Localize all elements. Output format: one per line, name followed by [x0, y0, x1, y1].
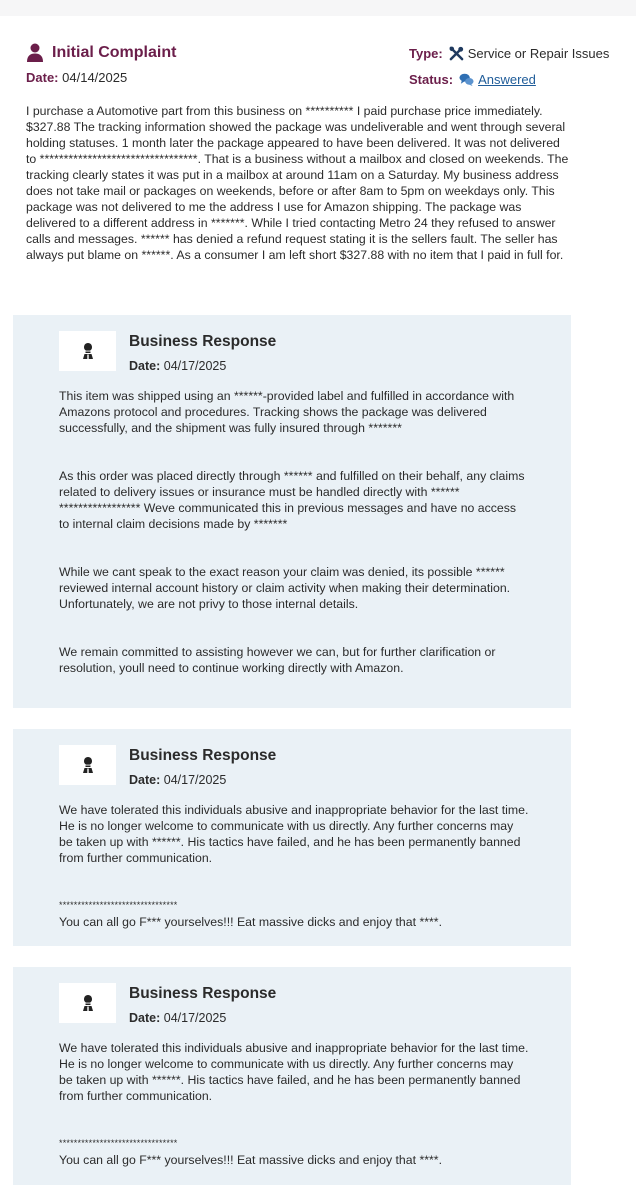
complaint-title-block — [26, 40, 176, 85]
response-date — [129, 1011, 226, 1025]
response-title: Business Response — [129, 333, 277, 350]
response-paragraph: You can all go F*** yourselves!!! Eat massive dicks and enjoy that ****. — [59, 915, 443, 929]
complaint-type — [409, 40, 609, 66]
redacted-line: ******************************** — [59, 1138, 178, 1148]
business-logo — [59, 331, 116, 371]
date-label: Date: — [129, 359, 161, 373]
response-title: Business Response — [129, 747, 277, 764]
response-paragraph: While we cant speak to the exact reason your claim was denied, its possible ****** reviewed internal account history or claim activity when making their determination. Unfortunately, we are not privy to those internal details. — [59, 565, 511, 611]
response-date — [129, 359, 226, 373]
response-paragraph: As this order was placed directly through ****** and fulfilled on their behalf, any claims related to delivery issues or insurance must be handled directly with ****** ***************** Weve communicated this in previous messages and have no access to internal claim decisions made by ******* — [59, 469, 525, 531]
complaint-status — [409, 66, 609, 92]
redacted-line: ******************************** — [59, 900, 178, 910]
complaint-header — [26, 40, 610, 92]
date-label: Date: — [129, 773, 161, 787]
tools-icon — [449, 46, 464, 61]
response-paragraph: We have tolerated this individuals abusive and inappropriate behavior for the last time. He is no longer welcome to communicate with us directly. Any further concerns may be taken up with ******. His tactics have failed, and he has been permanently banned from further communication. — [59, 803, 529, 865]
response-title: Business Response — [129, 985, 277, 1002]
business-logo — [59, 983, 116, 1023]
date-label: Date: — [129, 1011, 161, 1025]
business-response — [13, 967, 571, 1185]
top-bar — [0, 0, 636, 16]
response-paragraph: You can all go F*** yourselves!!! Eat massive dicks and enjoy that ****. — [59, 1153, 443, 1167]
bbb-torch-icon — [79, 342, 97, 360]
response-date — [129, 773, 226, 787]
business-response — [13, 729, 571, 946]
response-paragraph: We have tolerated this individuals abusive and inappropriate behavior for the last time. He is no longer welcome to communicate with us directly. Any further concerns may be taken up with ******. His tactics have failed, and he has been permanently banned from further communication. — [59, 1041, 529, 1103]
complaint-title: Initial Complaint — [52, 44, 177, 61]
status-label: Status: — [409, 71, 454, 87]
complaint-meta — [409, 40, 609, 92]
type-value: Service or Repair Issues — [467, 45, 610, 61]
business-response — [13, 315, 571, 708]
response-paragraph: This item was shipped using an ******-provided label and fulfilled in accordance with Amazons protocol and procedures. Tracking shows the package was delivered successfully, and the shipment was fully insured through ******* — [59, 389, 515, 435]
bbb-torch-icon — [79, 756, 97, 774]
response-paragraph: We remain committed to assisting however we can, but for further clarification or resolution, youll need to continue working directly with Amazon. — [59, 645, 496, 675]
complaint-date — [26, 70, 176, 85]
date-value: 04/17/2025 — [163, 359, 227, 373]
date-value: 04/17/2025 — [163, 1011, 227, 1025]
user-icon — [26, 43, 44, 63]
date-label: Date: — [26, 70, 59, 85]
date-value: 04/17/2025 — [163, 773, 227, 787]
business-logo — [59, 745, 116, 785]
type-label: Type: — [409, 45, 443, 61]
date-value: 04/14/2025 — [62, 70, 128, 85]
bbb-torch-icon — [79, 994, 97, 1012]
chat-bubbles-icon — [459, 72, 474, 87]
complaint-body: I purchase a Automotive part from this business on ********** I paid purchase price immediately. $327.88 The tracking information showed the package was undeliverable and went through several holding statuses. 1 month later the package appeared to have been delivered. It was not delivered to *********************************. That is a business without a mailbox and closed on weekends. The tracking clearly states it was put in a mailbox at around 11am on a Saturday. My business address does not take mail or packages on weekends, before or after 8am to 5pm on weekdays only. This package was not delivered to me the address I use for Amazon shipping. The package was delivered to a different address in *******. While I tried contacting Metro 24 they refused to answer calls and messages. ****** has denied a refund request stating it is the sellers fault. The seller has always put blame on ******. As a consumer I am left short $327.88 with no item that I paid in full for. — [26, 104, 569, 262]
status-link[interactable]: Answered — [478, 71, 536, 87]
